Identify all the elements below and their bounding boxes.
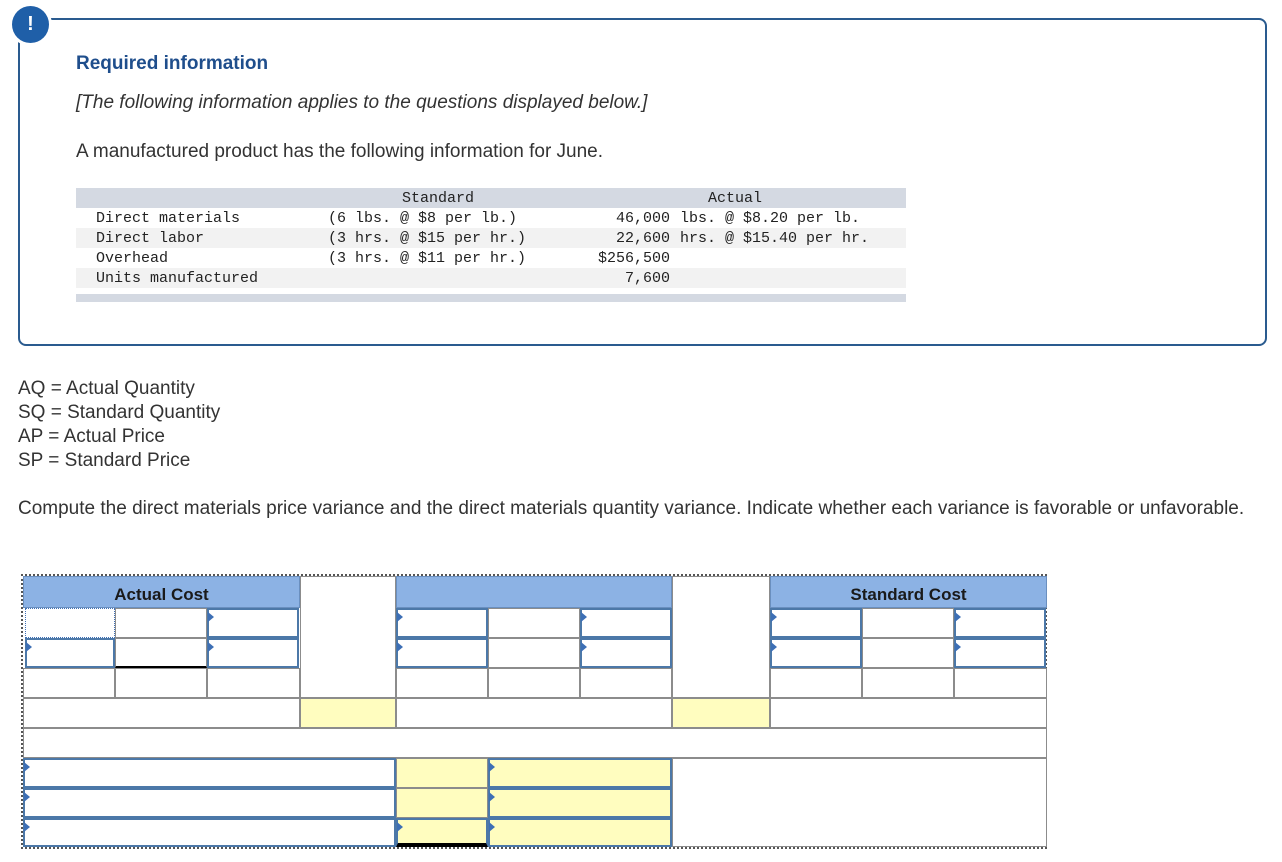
table-row	[76, 268, 906, 288]
standard-price-label-select[interactable]	[954, 608, 1046, 638]
header-actual: Actual	[708, 190, 763, 207]
variance-worksheet	[21, 574, 1047, 849]
middle-qty-input[interactable]	[396, 638, 488, 668]
table-row	[76, 228, 906, 248]
row-actual-qty: $256,500	[597, 250, 670, 267]
alert-icon: !	[12, 6, 49, 43]
variance-label-select[interactable]	[23, 818, 396, 847]
row-standard: (3 hrs. @ $11 per hr.)	[328, 250, 527, 267]
row-standard: (6 lbs. @ $8 per lb.)	[328, 210, 518, 227]
row-standard: (3 hrs. @ $15 per hr.)	[328, 230, 527, 247]
actual-blank-cell	[115, 668, 207, 698]
table-footer-rule	[76, 294, 906, 302]
middle-price-label-select[interactable]	[580, 608, 672, 638]
actual-cost-header	[23, 576, 300, 608]
table-header	[76, 188, 906, 208]
definition-sp: SP = Standard Price	[18, 450, 191, 471]
middle-operator-cell	[488, 608, 580, 638]
standard-qty-label-select[interactable]	[770, 608, 862, 638]
definitions-list	[18, 377, 220, 473]
actual-blank-cell	[207, 668, 300, 698]
standard-cost-header	[770, 576, 1047, 608]
middle-price-input[interactable]	[580, 638, 672, 668]
standard-blank-cell	[954, 668, 1047, 698]
definition-sq: SQ = Standard Quantity	[18, 402, 221, 423]
variance-label-select[interactable]	[23, 758, 396, 788]
row-label: Direct labor	[96, 230, 205, 247]
question-text: Compute the direct materials price variance and the direct materials quantity variance. Indicate whether each variance is favorable or unfavorable.	[18, 498, 1245, 519]
product-info-table	[76, 188, 906, 302]
info-intro: A manufactured product has the following information for June.	[76, 141, 604, 162]
standard-cost-label: Standard Cost	[850, 585, 967, 604]
actual-qty-input[interactable]	[25, 638, 115, 668]
row-actual-rest: hrs. @ $15.40 per hr.	[680, 230, 870, 247]
row-actual-rest: lbs. @ $8.20 per lb.	[680, 210, 861, 227]
variance-label-select[interactable]	[23, 788, 396, 818]
quantity-variance-amount	[672, 698, 770, 728]
standard-qty-input[interactable]	[770, 638, 862, 668]
standard-blank-cell	[770, 668, 862, 698]
price-variance-amount	[300, 698, 396, 728]
variance-amount	[396, 788, 488, 818]
summary-blank-area	[672, 758, 1047, 847]
middle-blank-cell	[396, 668, 488, 698]
table-row	[76, 248, 906, 268]
operator-column-1	[300, 576, 396, 698]
actual-cost-total	[23, 698, 300, 728]
total-variance-amount[interactable]	[396, 818, 488, 847]
standard-operator-cell	[862, 608, 954, 638]
definition-aq: AQ = Actual Quantity	[18, 378, 195, 399]
variance-fu-select[interactable]	[488, 758, 672, 788]
row-actual-qty: 22,600	[615, 230, 670, 247]
row-label: Overhead	[96, 250, 169, 267]
actual-price-input[interactable]	[207, 638, 299, 668]
row-label: Direct materials	[96, 210, 241, 227]
row-label: Units manufactured	[96, 270, 259, 287]
standard-operator-value	[862, 638, 954, 668]
operator-column-2	[672, 576, 770, 698]
row-actual-qty: 46,000	[615, 210, 670, 227]
variance-fu-select[interactable]	[488, 788, 672, 818]
middle-cost-total	[396, 698, 672, 728]
row-actual-qty: 7,600	[624, 270, 670, 287]
info-note: [The following information applies to the questions displayed below.]	[76, 92, 648, 113]
middle-blank-cell	[580, 668, 672, 698]
total-variance-fu-select[interactable]	[488, 818, 672, 847]
required-info-title: Required information	[76, 53, 269, 74]
middle-cost-header	[396, 576, 672, 608]
actual-operator-cell	[115, 608, 207, 638]
standard-cost-total	[770, 698, 1047, 728]
actual-qty-label-select[interactable]	[25, 608, 115, 638]
header-standard: Standard	[402, 190, 475, 207]
actual-operator-value	[115, 638, 207, 668]
spacer-row	[23, 728, 1047, 758]
actual-cost-label: Actual Cost	[114, 585, 209, 604]
table-row	[76, 208, 906, 228]
middle-blank-cell	[488, 668, 580, 698]
standard-price-input[interactable]	[954, 638, 1046, 668]
middle-qty-label-select[interactable]	[396, 608, 488, 638]
middle-operator-value	[488, 638, 580, 668]
actual-blank-cell	[23, 668, 115, 698]
standard-blank-cell	[862, 668, 954, 698]
actual-price-label-select[interactable]	[207, 608, 299, 638]
definition-ap: AP = Actual Price	[18, 426, 165, 447]
variance-amount	[396, 758, 488, 788]
